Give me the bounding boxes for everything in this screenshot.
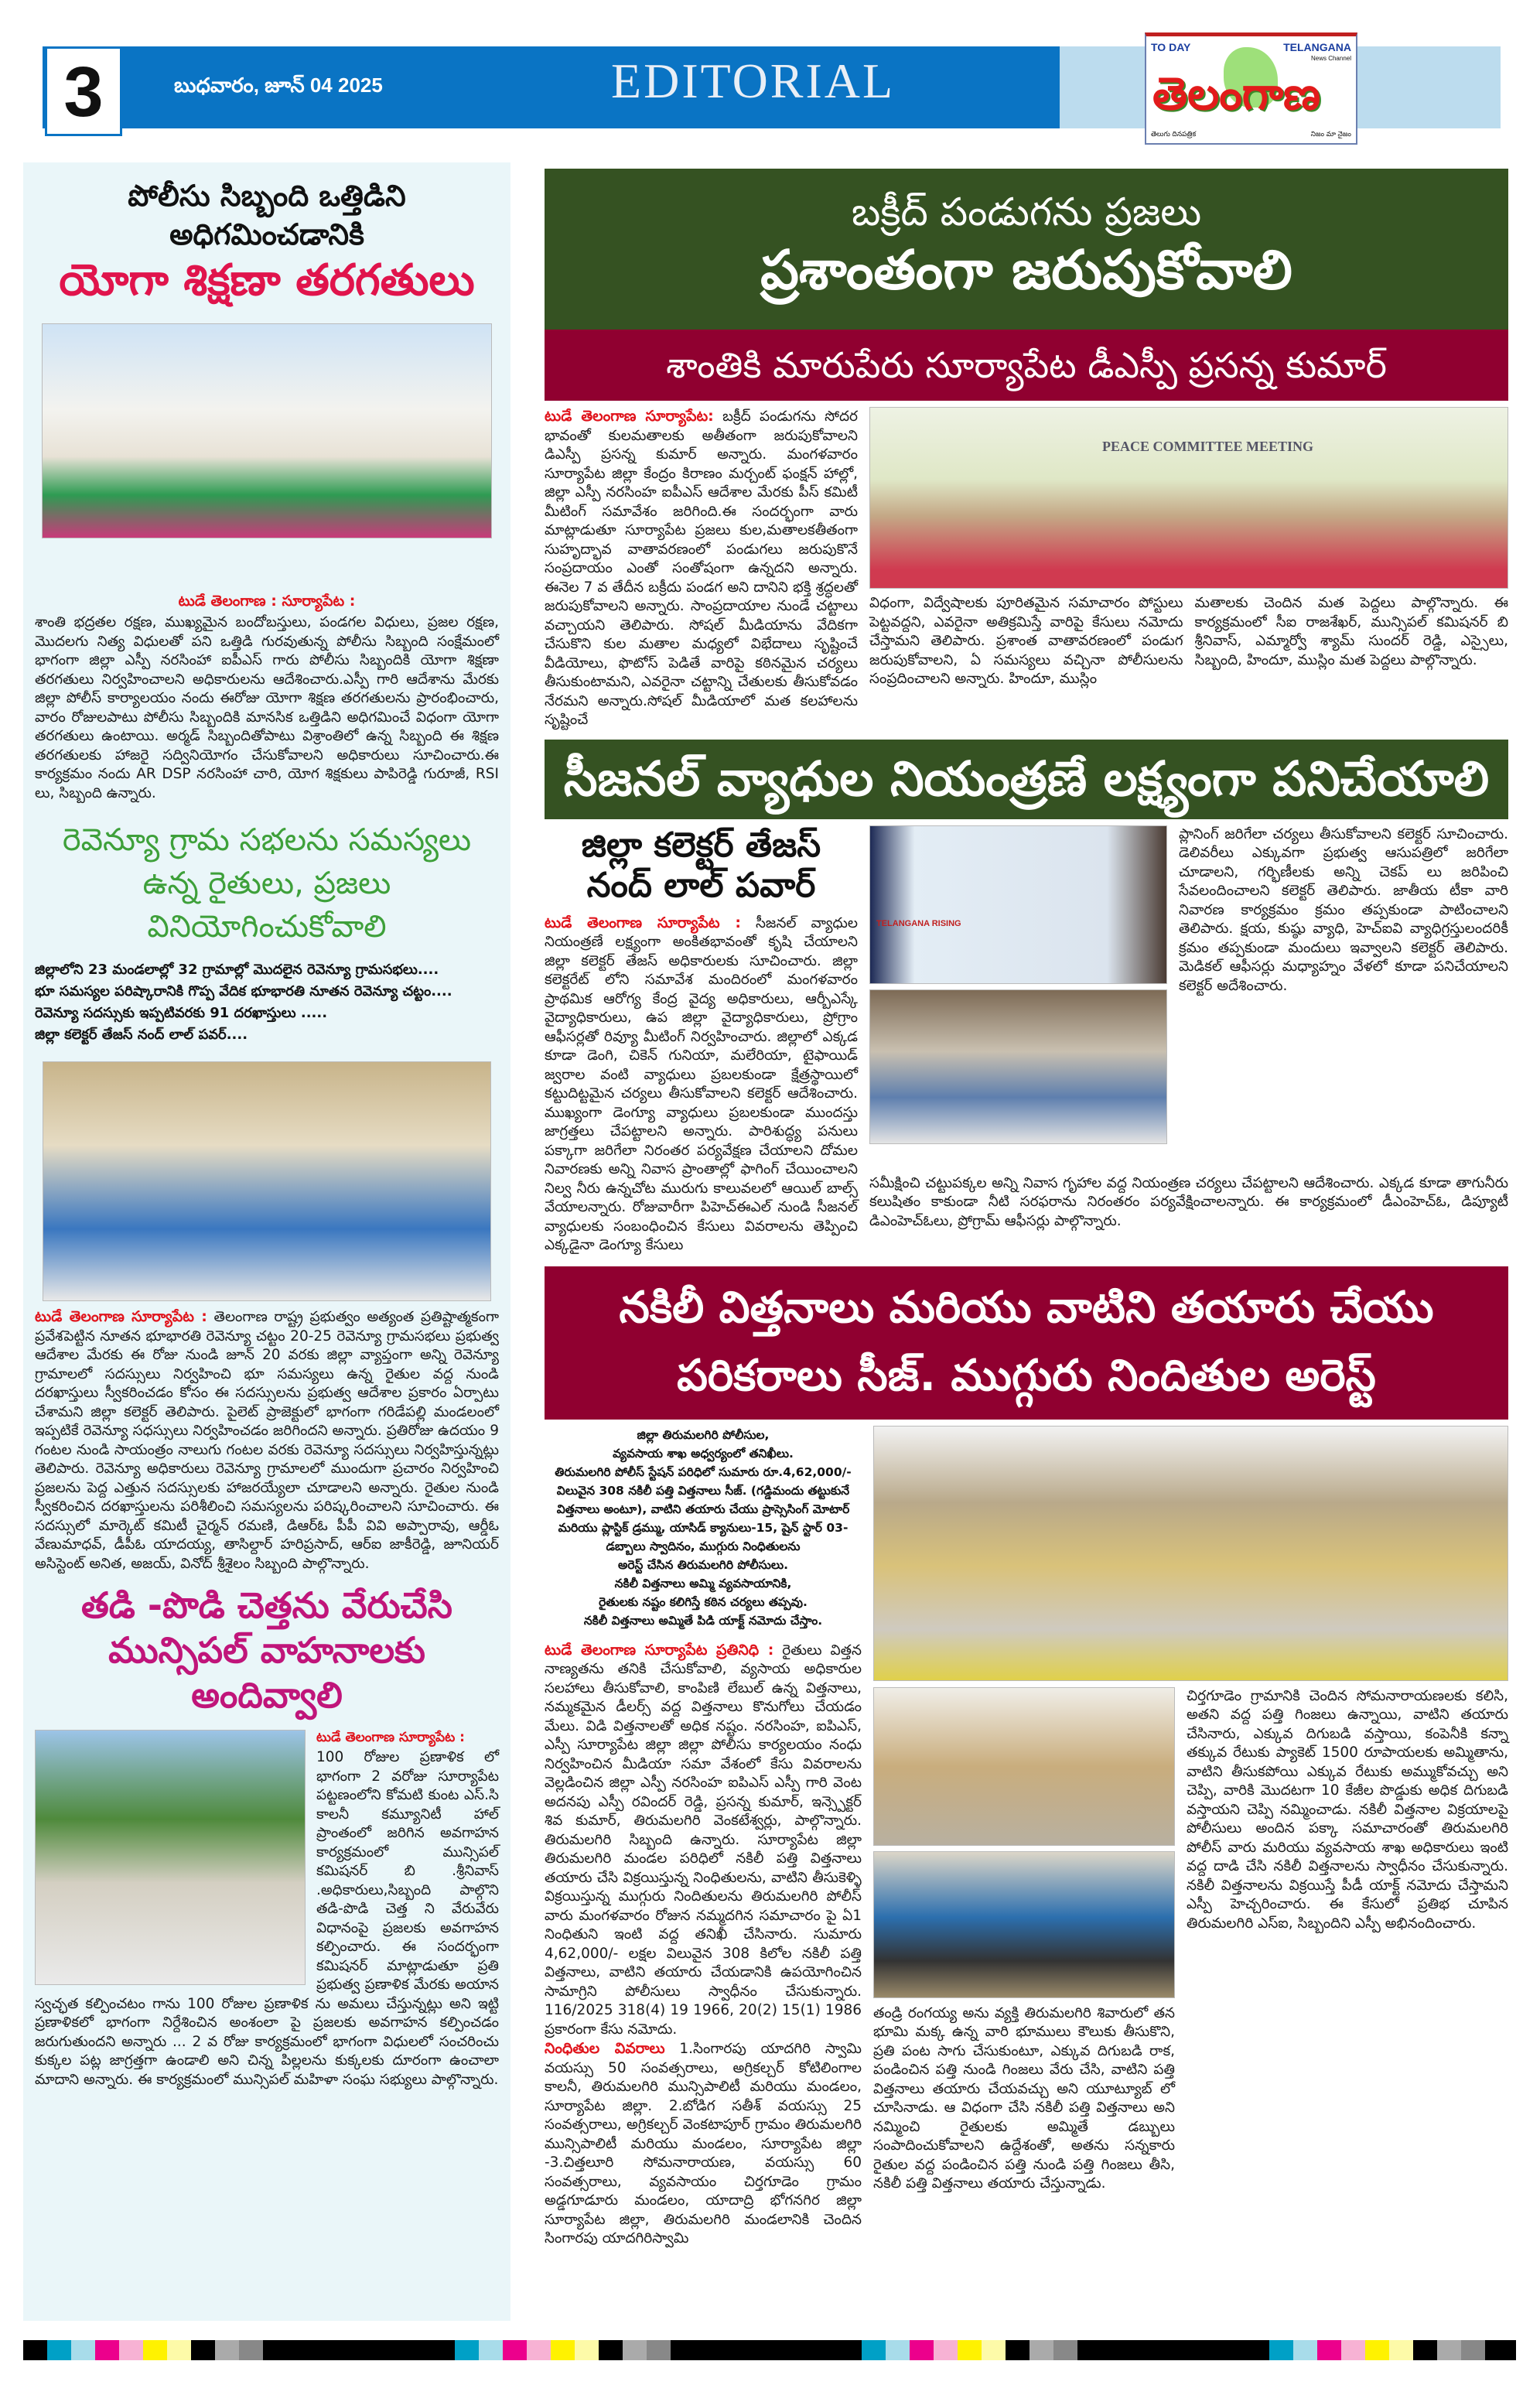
revenue-subhead: రెవెన్యూ సదస్సుకు ఇప్పటివరకు 91 దరఖాస్తులు ..... [35, 1005, 328, 1021]
revenue-body-text: తెలంగాణ రాష్ట్ర ప్రభుత్వం అత్యంత ప్రతిష్టాత్మకంగా ప్రవేశపెట్టిన నూతన భూభారతి రెవెన్యూ చట్టం 20-25 రెవెన్యూ గ్రామసభలు ప్రభుత్వ ఆదేశాల మేరకు ఈ రోజు నుండి జూన్ 20 వరకు జిల్లా వ్యాప్తంగా అన్ని రెవెన్యూ గ్రామాలలో సదస్సులు నిర్వహించి భూ సమస్యలు ఉన్న రైతుల వద్ద నుండి దరఖాస్తులు స్వీకరించడం కోసం ఈ సదస్సులను ప్రభుత్వ ఆదేశాల ప్రకారం ఏర్పాటు చేశామని జిల్లా కలెక్టర్ తెలిపారు. పైలెట్ ప్రాజెక్టులో భాగంగా గరిడేపల్లి మండలంలో ఇప్పటికే రెవెన్యూ సధస్సులు నిర్వహించడం జరిగిందని అన్నారు. ప్రతిరోజు ఉదయం 9 గంటల నుండి సాయంత్రం నాలుగు గంటల వరకు రెవెన్యూ సదస్సులు నిర్వహిస్తున్నట్లు తెలిపారు. రెవెన్యూ అధికారులు రెవెన్యూ గ్రామాలలో ముందుగా ప్రచారం నిర్వహించి ప్రజలను పెద్ద ఎత్తున సదస్సులకు హాజరయ్యేలా చూడాలని అన్నారు. రైతుల నుండి స్వీకరించిన దరఖాస్తులను పరిశీలించి సమస్యలను పరిష్కరించాలని సూచించారు. ఈ సదస్సులో మార్కెట్ కమిటీ చైర్మన్ రమణి, డిఆర్ఓ పీపీ వివి అప్పారావు, ఆర్డీఓ వేణుమాధవ్, డీపీఓ యాదయ్య, తాసిల్దార్ హరిప్రసాద్, ఆర్ఐ జాకీరెడ్డి, జూనియర్ అసిస్టెంట్ అనిత, అజయ్, వినోద్ శ్రీశైలం సిబ్బంది పాల్గొన్నారు. [35, 1309, 499, 1572]
fakeseeds-body-mid: తండ్రి రంగయ్య అను వ్యక్తి తిరుమలగిరి శివారులో తన భూమి మక్క ఉన్న వారి భూములు కౌలుకు తీసుకొని, ప్రతి పంట సాగు చేసుకుంటూ, ఎక్కువ దిగుబడి రాక, పండించిన పత్తి నుండి గింజలు వేరు చేసి, వాటిని పత్తి విత్తనాలు తయారు చేయవచ్చు అని యూట్యూబ్ లో చూసినాడు. ఆ విధంగా చేసి నకిలీ పత్తి విత్తనాలు అని నమ్మించి రైతులకు అమ్మితే డబ్బులు సంపాదించుకోవాలని ఉద్దేశంతో, అతను సన్నకారు రైతుల వద్ద పండించిన పత్తి నుండి పత్తి గింజలు తీసి, నకిలీ పత్తి విత్తనాలు తయారు చేస్తున్నాడు. [873, 2004, 1175, 2192]
summary-line: నకిలీ విత్తనాలు అమ్మితే పిడి యాక్ట్ నమోదు చేస్తాం. [583, 1613, 823, 1628]
summary-line: జిల్లా తిరుమలగిరి పోలీసుల, [637, 1427, 770, 1442]
bakrid-headline: ప్రశాంతంగా జరుపుకోవాలి [760, 238, 1292, 302]
collector-byline: జిల్లా కలెక్టర్ తేజస్ నంద్ లాల్ పవార్ [581, 825, 821, 905]
revenue-subhead: భూ సమస్యల పరిష్కారానికి గొప్ప వేదిక భూభారతి నూతన రెవెన్యూ చట్టం.... [35, 983, 452, 999]
right-area [545, 169, 1508, 2249]
officials-meeting-photo [869, 989, 1167, 1144]
revenue-dateline: టుడే తెలంగాణ సూర్యాపేట : [35, 1308, 207, 1325]
accused-details: 1.సింగారపు యాదగిరి స్వామి వయస్సు 50 సంవత్సరాలు, అగ్రికల్చర్ కోటిలింగాల కాలనీ, తిరుమలగిరి మున్సిపాలిటీ మరియు మండలం, సూర్యాపేట జిల్లా. 2.బోడిగ సతీశ్ వయస్సు 25 సంవత్సరాలు, అగ్రికల్చర్ వెంకటాపూర్ గ్రామం తిరుమలగిరి మున్సిపాలిటీ మరియు మండలం, సూర్యాపేట జిల్లా -3.చిత్తలూరి సోమనారాయణ, వయస్సు 60 సంవత్సరాలు, వ్యవసాయం చిర్తగూడెం గ్రామం అడ్డగూడూరు మండలం, యాదాద్రి భోగనగిర జిల్లా సూర్యాపేట జిల్లా, తిరుమలగిరి మండలానికి చెందిన సింగారపు యాదగిరిస్వామి [545, 2041, 862, 2247]
bakrid-right [869, 407, 1508, 730]
fakeseeds-body-text: రైతులు విత్తన నాణ్యతను తనికి చేసుకోవాలి, వ్యసాయ అధికారుల సలహాలు తీసుకోవాలి, కాంపిణి లేబుల్ ఉన్న విత్తనాలు, నమ్మకమైన డీలర్స్ వద్ద విత్తనాలు కొనుగోలు చేయడం మేలు. విడి విత్తనాలతో అధిక నష్టం. నరసింహ, ఐపిఎస్, ఎస్పీ సూర్యాపేట జిల్లా జిల్లా పోలీసు కార్యలయం నంధు నిర్వహించిన మీడియా సమా వేశంలో కేసు వివరాలను వెల్లడించిన జిల్లా ఎస్పీ నరసింహ ఐపిఎస్ ఎస్పీ గారి వెంట అదనపు ఎస్పీ రవిందర్ రెడ్డి, ప్రసన్న కుమార్, ఇన్స్పెక్టర్ శివ కుమార్, తిరుమలగిరి వెంకటేశ్వర్లు, పాల్గొన్నారు. తిరుమలగిరి సిబ్బంది ఉన్నారు. సూర్యాపేట జిల్లా తిరుమలగిరి మండల పరిధిలో నకిలీ పత్తి విత్తనాలు తయారు చేసి విక్రయిస్తున్న నింధితులను, వాటిని తీసుకెళ్ళి విక్రయిస్తున్న ముగ్గురు నిందితులను తిరుమలగిరి పోలీస్ వారు మంగళవారం రోజున నమ్మదగిన సమాచారం పై ఏ1 నింధితుని ఇంటి వద్ద తనిఖీ చేసినారు. సుమారు 4,62,000/- లక్షల విలువైన 308 కిలోల నకిలీ పత్తి విత్తనాలు, వాటిని తయారు చేయడానికి ఉపయోగించిన సామాగ్రిని పోలీసులు స్వాధీనం చేసుకున్నారు. 116/2025 318(4) 19 1966, 20(2) 15(1) 1986 ప్రకారంగా కేసు నమోదు. [545, 1642, 862, 2038]
fakeseeds-summary [545, 1426, 862, 1630]
photo-banner-text: PEACE COMMITTEE MEETING [1102, 439, 1314, 454]
seasonal-article [545, 825, 1508, 1256]
revenue-headline: రెవెన్యూ గ్రామ సభలను సమస్యలు ఉన్న రైతులు, ప్రజలు వినియోగించుకోవాలి [62, 822, 472, 945]
bakrid-headline-band [545, 169, 1508, 330]
page-number: 3 [45, 46, 122, 136]
summary-line: నకిలీ విత్తనాలు అమ్మి వ్యవసాయానికి, [614, 1576, 792, 1591]
seasonal-photos [869, 825, 1167, 1168]
fakeseeds-article [545, 1426, 1508, 2249]
seasonal-dateline: టుడే తెలంగాణ సూర్యాపేట : [545, 914, 741, 931]
fakeseeds-mid [873, 1687, 1175, 2194]
police-press-meet-photo [873, 1426, 1508, 1681]
revenue-subhead: జిల్లాలోని 23 మండలాల్లో 32 గ్రామాల్లో మొదలైన రెవెన్యూ గ్రామసభలు.... [35, 962, 439, 978]
logo-name: తెలంగాణ [1152, 67, 1320, 120]
tadi-dateline: టుడే తెలంగాణ సూర్యాపేట : [316, 1730, 465, 1745]
accused-label: నింధితుల వివరాలు [545, 2040, 665, 2057]
logo-channel: News Channel [1310, 55, 1351, 62]
yoga-dateline: టుడే తెలంగాణ : సూర్యాపేట : [178, 593, 356, 610]
left-column [23, 162, 510, 2321]
bakrid-body-text: బక్రీద్ పండుగను సోదర భావంతో కులమతాలకు అతీతంగా జరుపుకోవాలని డిఎస్పీ ప్రసన్న కుమార్ అన్నారు. మంగళవారం సూర్యాపేట జిల్లా కేంద్రం కిరాణం మర్చంట్ ఫంక్షన్ హాల్లో, జిల్లా ఎస్పీ నరసింహ ఐపీఎస్ ఆదేశాల మేరకు పీస్ కమిటీ మీటింగ్ సమావేశం జరిగింది.ఈ సందర్భంగా వారు మాట్లాడుతూ సూర్యాపేట ప్రజలు కుల,మతాలకతీతంగా సుహృద్భావ వాతావరణంలో పండుగలు జరుపుకొనే సంప్రదాయం ఎంతో సంతోషంగా ఉన్నదని అన్నారు. ఈనెల 7 వ తేదీన బక్రీదు పండగ అని దానిని భక్తి శ్రద్ధలతో జరుపుకోవాలని అన్నారు. సాంప్రదాయాల నుండే చట్టాలు వచ్చాయని తెలిపారు. సోషల్ మీడియాను వేదికగా చేసుకొని కుల మతాల మధ్యలో విభేదాలు సృష్టించే వీడియోలు, ఫొటోస్ పెడితే వారిపై కఠినమైన చర్యలు తీసుకుంటామని, ఎవరైనా చట్టాన్ని చేతులకు తీసుకోవడం నేరమని అన్నారు.సోషల్ మీడియాలో మత కలహాలను సృష్టించే [545, 408, 858, 728]
logo-tagline-left: తెలుగు దినపత్రిక [1151, 130, 1197, 138]
tadi-article [35, 1730, 499, 2089]
seasonal-body-bottom: సమీక్షించి చట్టుపక్కల అన్ని నివాస గృహాల వద్ద నియంత్రణ చర్యలు చేపట్టాలని ఆదేశించారు. ఎక్కడ కూడా తాగునీరు కలుషితం కాకుండా నీటి సరఫరాను నిరంతరం పర్యవేక్షించాలన్నారు. ఈ కార్యక్రమంలో డీఎంహెచ్ఓ, డిప్యూటీ డిఎంహెచ్ఓలు, ప్రోగ్రామ్ ఆఫీసర్లు పాల్గొన్నారు. [869, 1174, 1508, 1229]
bakrid-kicker: బక్రీద్ పండుగను ప్రజలు [851, 190, 1202, 234]
bakrid-body [545, 407, 858, 730]
seasonal-body [545, 914, 858, 1256]
fakeseeds-headline: నకిలీ విత్తనాలు మరియు వాటిని తయారు చేయు పరికరాలు సీజ్. ముగ్గురు నిందితుల అరెస్ట్ [545, 1266, 1508, 1420]
print-registration-bar [23, 2340, 1516, 2360]
fakeseeds-body [545, 1641, 862, 2249]
peace-committee-photo [869, 407, 1508, 589]
bakrid-subhead: శాంతికి మారుపేరు సూర్యాపేట డీఎస్పీ ప్రసన్న కుమార్ [545, 330, 1508, 401]
logo-tagline-right: నిజం మా నైజం [1310, 130, 1351, 138]
fakeseeds-body-right: చిర్తగూడెం గ్రామానికి చెందిన సోమనారాయణలకు కలిసి, అతని వద్ద పత్తి గింజలు ఉన్నాయి, వాటిని తయారు చేసినారు, ఎక్కువ దిగుబడి వస్తాయి, కంపెనీకి కన్నా తక్కువ రేటుకు ప్యాకెట్ 1500 రూపాయలకు అమ్మితాను, వాటిని తీసుకపోయి ఎక్కువ రేటుకు అమ్ముకోవచ్చు అని చెప్పి, వారికి మొదటగా 10 కేజీల పొడ్డుకు అధిక దిగుబడి వస్తాయని చెప్పి నమ్మించాడు. నకిలీ విత్తనాల విక్రయాలపై పోలీసులు అందిన పక్కా సమాచారంతో తిరుమలగిరి పోలీస్ వారు మరియు వ్యవసాయ శాఖ అధికారులు ఇంటి వద్ద దాడి చేసి నకిలీ విత్తనాలను స్వాధీనం చేసుకున్నారు. నకిలీ విత్తనాలను విక్రయిస్తే పీడీ యాక్ట్ నమోదు చేస్తామని ఎస్పీ హెచ్చరించారు. ఈ కేసులో ప్రతిభ చూపిన తిరుమలగిరి ఎస్ఐ, సిబ్బందిని ఎస్పీ అభినందించారు. [1187, 1687, 1508, 1932]
revenue-meeting-photo [43, 1061, 491, 1301]
section-title: EDITORIAL [611, 53, 896, 108]
seasonal-body-right: ప్లానింగ్ జరిగేలా చర్యలు తీసుకోవాలని కలెక్టర్ సూచించారు. డెలివరీలు ఎక్కువగా ప్రభుత్వ ఆసుపత్రిలో జరిగేలా చూడాలని, గర్భిణీలకు అన్ని చెకప్ లు జరిపించి సేవలందించాలని కలెక్టర్ తెలిపారు. జాతీయ టీకా వారి నివారణ కార్యక్రమం క్రమం తప్పకుండా పాటించాలని తెలిపారు. క్షయ, కుష్ఠు వ్యాధి, హెచ్ఐవి వ్యాధిగ్రస్తులందరికీ క్రమం తప్పకుండా మందులు ఇవ్వాలని కలెక్టర్ తెలిపారు. మెడికల్ ఆఫీసర్లు మధ్యాహ్నం వేళలో కూడా పనిచేయాలని కలెక్టర్ అదేశించారు. [1179, 825, 1508, 994]
fakeseeds-left [545, 1426, 862, 2249]
summary-line: తిరుమలగిరి పోలీస్ స్టేషన్ పరిధిలో సుమారు రూ.4,62,000/- విలువైన 308 నకిలీ పత్తి విత్తనాలు సీజ్. (గడ్డిమందు తట్టుకునే విత్తనాలు అంటూ), వాటిని తయారు చేయు ప్రాస్సెసింగ్ మోటార్ మరియు ప్లాస్టిక్ డ్రమ్ము, యాసిడ్ క్యానులు-15, షైన్ స్టార్ 03-డబ్బాలు స్వాదినం, ముగ్గురు నింధితులను [555, 1464, 852, 1553]
photo-banner-text: TELANGANA RISING [876, 918, 961, 928]
revenue-subhead: జిల్లా కలెక్టర్ తేజస్ నంద్ లాల్ పవర్.... [35, 1027, 248, 1043]
newspaper-logo [1145, 32, 1357, 145]
seasonal-body-text: సీజనల్ వ్యాధుల నియంత్రణే లక్ష్యంగా అంకితభావంతో కృషి చేయాలని జిల్లా కలెక్టర్ తేజస్ అధికారులకు సూచించారు. జిల్లా కలెక్టరేట్ లోని సమావేశ మందిరంలో మంగళవారం ప్రాథమిక ఆరోగ్య కేంద్ర వైద్య అధికారులు, ఆర్బీఎస్కే వైద్యాధికారులు, ఉప జిల్లా వైద్యాధికారులు, ప్రోగ్రాం ఆఫీసర్లతో రివ్యూ మీటింగ్ నిర్వహించారు. జిల్లాలో ఎక్కడ కూడా డెంగి, చికెన్ గునియా, మలేరియా, టైఫాయిడ్ జ్వరాల వంటి వ్యాధులు ప్రబలకుండా క్షేత్రస్థాయిలో కట్టుదిట్టమైన చర్యలు తీసుకోవాలని కలెక్టర్ ఆదేశించారు. ముఖ్యంగా డెంగ్యూ వ్యాధులు ప్రబలకుండా ముందస్తు జాగ్రత్తలు చేపట్టాలని అన్నారు. పారిశుద్ధ్య పనులు పక్కాగా జరిగేలా నిరంతర పర్యవేక్షణ చేయాలని దోమల నివారణకు అన్ని నివాస ప్రాంతాల్లో ఫాగింగ్ చేయించాలని నిల్వ నీరు ఉన్నచోట మురుగు కాలువలలో ఆయిల్ బాల్స్ వేయాలన్నారు. రోజువారీగా పిహెచ్ఈఎల్ నుండి సీజనల్ వ్యాధులకు సంబంధించిన కేసులు వివరాలను తెప్పించి ఎక్కడైనా డెంగ్యూ కేసులు [545, 914, 858, 1253]
summary-line: వ్యవసాయ శాఖ అధ్వర్యంలో తనిఖీలు. [613, 1446, 794, 1461]
yoga-body: శాంతి భద్రతల రక్షణ, ముఖ్యమైన బందోబస్తులు, పండగల విధులు, ప్రజల రక్షణ, మొదలగు నిత్య విధులతో పని ఒత్తిడి గురవుతున్న పోలీసు సిబ్బంది సంక్షేమంలో భాగంగా జిల్లా ఎస్పీ నరసింహా ఐపీఎస్ గారు పోలీసు సిబ్బందికి యోగా శిక్షణా తరగతులు నిర్వహించాలని అధికారులను ఆదేశించారు.ఎస్పీ గారి ఆదేశాను మేరకు జిల్లా పోలీస్ కార్యాలయం నందు ఈరోజు యోగా శిక్షణ తరగతులను ప్రారంభించారు, వారం రోజులపాటు పోలీసు సిబ్బందికి మానసిక ఒత్తిడిని అధిగమించే విధంగా యోగా తరగతులు ఉంటాయి. అర్మడ్ సిబ్బందితోపాటు విశ్రాంతిలో ఉన్న సిబ్బంది ఈ శిక్షణ తరగతులకు హాజరై సద్వినియోగం చేసుకోవాలని అధికారులు సూచించారు.ఈ కార్యక్రమం నందు AR DSP నరసింహా చారి, యోగ శిక్షకులు పాపిరెడ్డి గురూజీ, RSI లు, సిబ్బంది ఉన్నారు. [35, 614, 499, 801]
tadi-headline: తడి -పొడి చెత్తను వేరుచేసి మున్సిపల్ వాహనాలకు అందివ్వాలి [81, 1584, 452, 1716]
fakeseeds-dateline: టుడే తెలంగాణ సూర్యాపేట ప్రతినిధి : [545, 1641, 774, 1659]
bakrid-body-2: విధంగా, విద్వేషాలకు పూరితమైన సమాచారం పోస్టులు పెట్టవద్దని, ఎవరైనా అతిక్రమిస్తే వారిపై కేసులు నమోదు చేస్తామని తెలిపారు. ప్రశాంత వాతావరణంలో పండుగ జరుపుకోవాలని, ఏ సమస్యలు వచ్చినా పోలీసులను సంప్రదించాలని అన్నారు. హిందూ, ముస్లిం [869, 595, 1183, 687]
seized-drums-photo [873, 1851, 1175, 1998]
yoga-kicker: పోలీసు సిబ్బంది ఒత్తిడిని అధిగమించడానికి [128, 179, 406, 251]
seasonal-headline: సీజనల్ వ్యాధుల నియంత్రణే లక్ష్యంగా పనిచేయాలి [545, 740, 1508, 819]
logo-telangana: TELANGANA [1283, 41, 1351, 53]
yoga-headline: యోగా శిక్షణా తరగతులు [59, 255, 475, 306]
bakrid-article [545, 407, 1508, 730]
fakeseeds-right [873, 1426, 1508, 2249]
summary-line: రైతులకు నష్టం కలిగిస్తే కఠిన చర్యలు తప్పవు. [599, 1594, 808, 1609]
bakrid-dateline: టుడే తెలంగాణ సూర్యాపేట: [545, 408, 714, 425]
yoga-class-photo [42, 323, 492, 538]
summary-line: అరెస్ట్ చేసిన తిరుమలగిరి పోలీసులు. [617, 1557, 789, 1572]
revenue-subheads [35, 959, 499, 1046]
tadi-body-text: 100 రోజుల ప్రణాళిక లో భాగంగా 2 వరోజు సూర్యాపేట పట్టణంలోని కోమటి కుంట ఎస్.సి కాలనీ కమ్యూనిటీ హాల్ ప్రాంతంలో జరిగిన అవగాహన కార్యక్రమంలో మున్సిపల్ కమిషనర్ బి .శ్రీనివాస్ .అధికారులు,సిబ్బంది పాల్గొని తడి-పొడి చెత్త ని వేరువేరు విధానంపై ప్రజలకు అవగాహన కల్పించారు. ఈ సందర్భంగా కమిషనర్ మాట్లాడుతూ ప్రతి ప్రభుత్వ ప్రణాళిక మేరకు అయాన స్వచ్ఛత కల్పించటం గాను 100 రోజుల ప్రణాళిక ను అమలు చేస్తున్నట్లు అని ఇట్టి ప్రణాళికలో భాగంగా నిర్దేశించిన అంశంలా పై ప్రజలకు అవగాహన కల్పించడం జరుగుతుందని అన్నారు ... 2 వ రోజు కార్యక్రమంలో భాగంగా విధులలో సంచరించు కుక్కల పట్ల జాగ్రత్తగా ఉండాలి అని చిన్న పిల్లలను కుక్కలకు దూరంగా ఉంచాలా మాదాని అన్నారు. ఈ కార్యక్రమంలో మున్సిపల్ మహిళా సంఘ సభ్యులు పాల్గొన్నారు. [35, 1749, 499, 2088]
logo-today: TO DAY [1151, 41, 1191, 53]
bakrid-body-3: మతాలకు చెందిన మత పెద్దలు పాల్గొన్నారు. ఈ కార్యక్రమంలో సీఐ రాజశేఖర్, మున్సిపల్ కమిషనర్ బి శ్రీనివాస్, ఎమ్మార్వో శ్యామ్ సుందర్ రెడ్డి, ఎస్సైలు, సిబ్బంది, హిందూ, ముస్లిం మత పెద్దలు పాల్గొన్నారు. [1194, 595, 1508, 668]
seized-items-photo [873, 1687, 1175, 1846]
seasonal-left [545, 825, 858, 1256]
issue-date: బుధవారం, జూన్ 04 2025 [174, 73, 383, 97]
collector-meeting-photo [869, 825, 1167, 984]
revenue-body [35, 1307, 499, 1573]
tadi-awareness-photo [35, 1730, 306, 1985]
